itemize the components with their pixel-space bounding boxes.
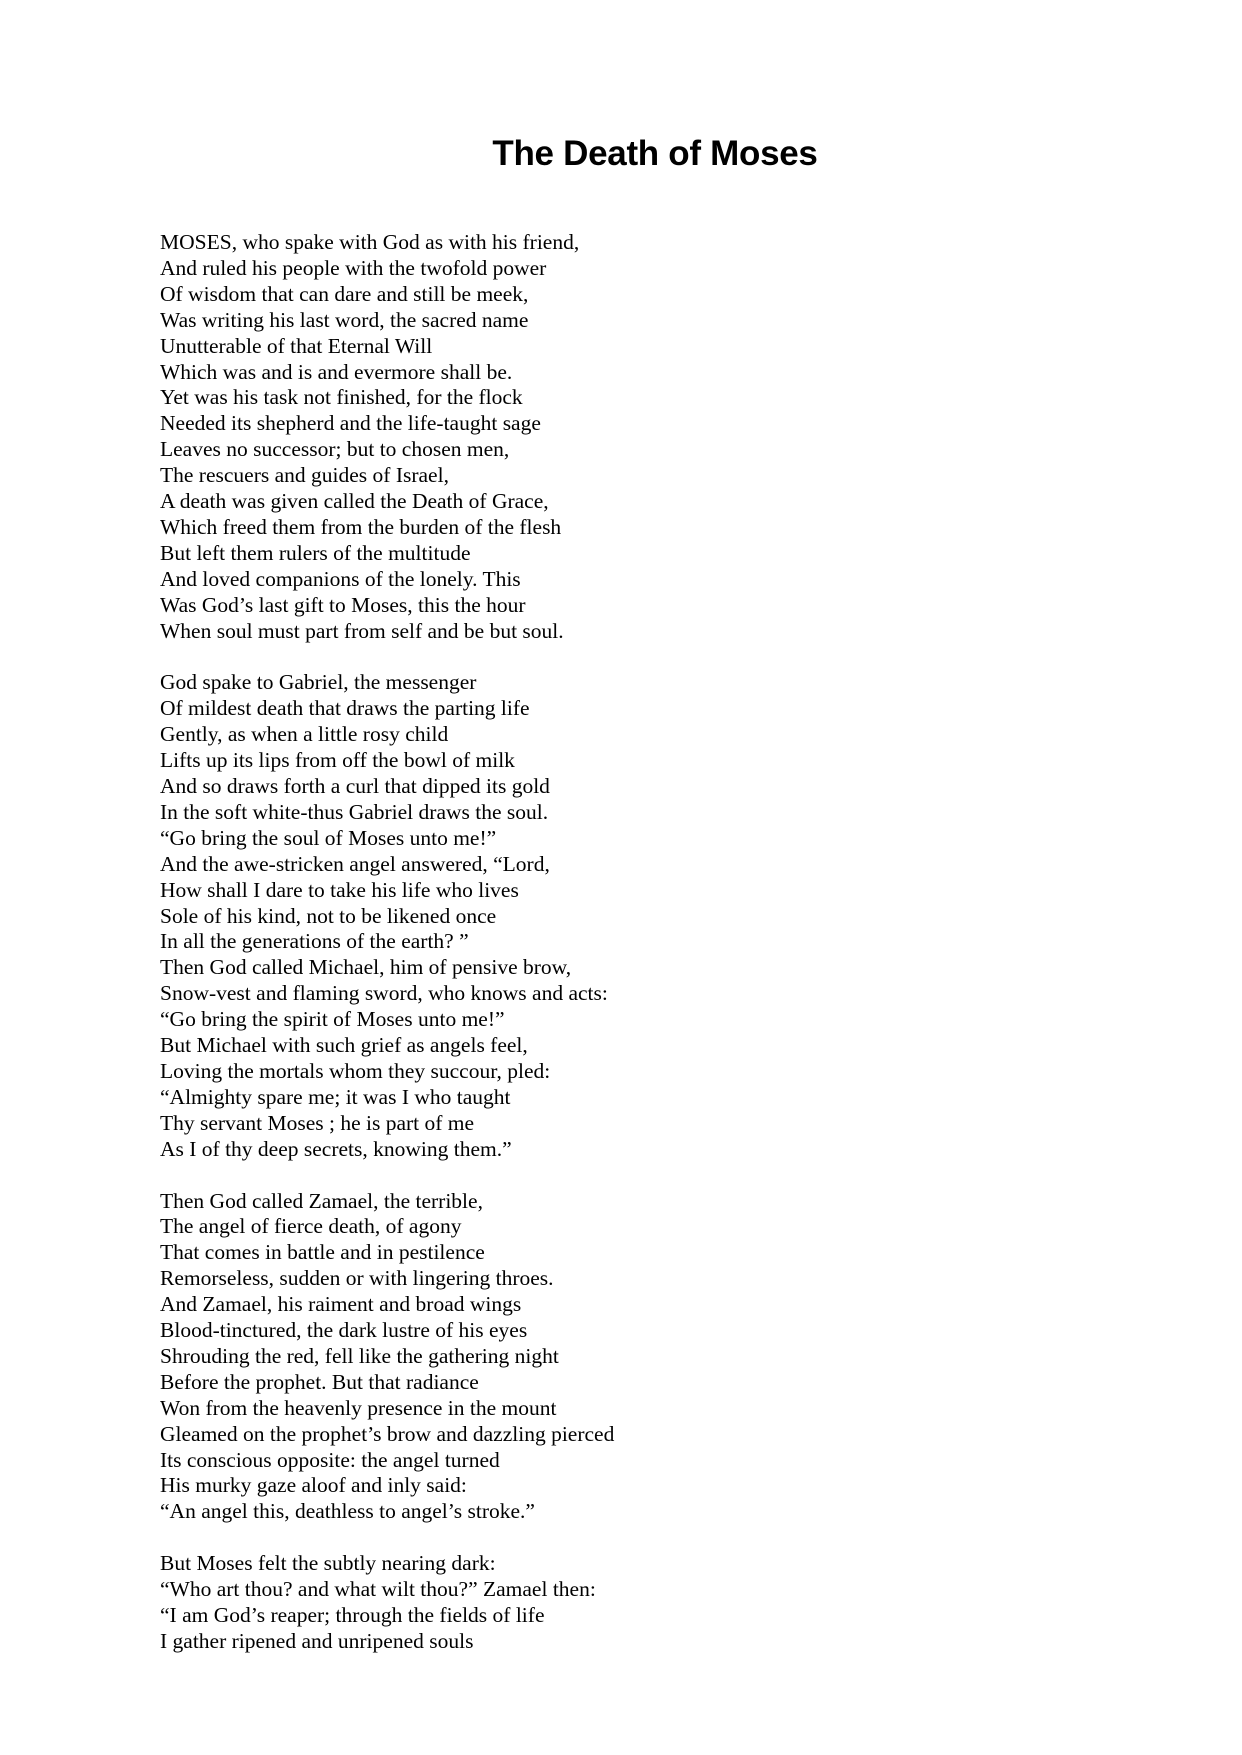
poem-line: And the awe-stricken angel answered, “Lord,: [160, 851, 550, 876]
poem-line: Was God’s last gift to Moses, this the hour: [160, 592, 526, 617]
poem-line: MOSES, who spake with God as with his friend,: [160, 230, 580, 254]
stanza-1: [160, 230, 1160, 645]
poem-line: But Moses felt the subtly nearing dark:: [160, 1551, 496, 1576]
poem-line: Snow-vest and flaming sword, who knows and acts:: [160, 981, 608, 1006]
poem-line: Was writing his last word, the sacred name: [160, 307, 529, 332]
poem-line: Won from the heavenly presence in the mount: [160, 1395, 557, 1420]
poem-line: Blood-tinctured, the dark lustre of his eyes: [160, 1318, 528, 1343]
poem-line: “I am God’s reaper; through the fields of life: [160, 1602, 545, 1627]
poem-line: And loved companions of the lonely. This: [160, 566, 521, 591]
poem-line: Remorseless, sudden or with lingering throes.: [160, 1266, 554, 1291]
poem-line: Then God called Michael, him of pensive brow,: [160, 955, 572, 980]
poem-line: Shrouding the red, fell like the gathering night: [160, 1343, 559, 1368]
stanza-4: [160, 1551, 1160, 1655]
poem-line: But left them rulers of the multitude: [160, 540, 471, 565]
stanza-2: [160, 670, 1160, 1162]
poem-line: Unutterable of that Eternal Will: [160, 333, 433, 358]
poem-line: How shall I dare to take his life who lives: [160, 877, 519, 902]
poem-line: Sole of his kind, not to be likened once: [160, 903, 497, 928]
poem-line: Then God called Zamael, the terrible,: [160, 1188, 483, 1213]
poem-line: Thy servant Moses ; he is part of me: [160, 1110, 475, 1135]
poem-line: Its conscious opposite: the angel turned: [160, 1447, 500, 1472]
poem-line: When soul must part from self and be but soul.: [160, 618, 564, 643]
poem-line: “Almighty spare me; it was I who taught: [160, 1084, 511, 1109]
poem-line: I gather ripened and unripened souls: [160, 1628, 474, 1653]
poem-line: “Go bring the soul of Moses unto me!”: [160, 825, 497, 850]
poem-line: “An angel this, deathless to angel’s stroke.”: [160, 1499, 535, 1524]
poem-line: That comes in battle and in pestilence: [160, 1240, 485, 1265]
poem-line: Lifts up its lips from off the bowl of milk: [160, 748, 515, 773]
poem-line: “Who art thou? and what wilt thou?” Zamael then:: [160, 1577, 596, 1602]
poem-line: Leaves no successor; but to chosen men,: [160, 437, 510, 462]
poem-line: Before the prophet. But that radiance: [160, 1369, 479, 1394]
poem-line: God spake to Gabriel, the messenger: [160, 670, 477, 695]
poem-line: Of wisdom that can dare and still be meek,: [160, 281, 529, 306]
poem-line: Gleamed on the prophet’s brow and dazzling pierced: [160, 1421, 615, 1446]
poem-line: The angel of fierce death, of agony: [160, 1214, 462, 1239]
poem-line: Yet was his task not finished, for the flock: [160, 385, 523, 410]
poem-line: Needed its shepherd and the life-taught sage: [160, 411, 541, 436]
poem-body: [160, 230, 1160, 1681]
poem-line: In the soft white-thus Gabriel draws the soul.: [160, 799, 549, 824]
poem-line: But Michael with such grief as angels feel,: [160, 1033, 528, 1058]
poem-line: Which freed them from the burden of the flesh: [160, 514, 562, 539]
poem-line: And so draws forth a curl that dipped its gold: [160, 774, 550, 799]
poem-line: And ruled his people with the twofold power: [160, 255, 547, 280]
stanza-3: [160, 1189, 1160, 1526]
poem-line: And Zamael, his raiment and broad wings: [160, 1292, 522, 1317]
poem-line: A death was given called the Death of Grace,: [160, 489, 549, 514]
poem-line: Of mildest death that draws the parting life: [160, 696, 530, 721]
poem-line: His murky gaze aloof and inly said:: [160, 1473, 467, 1498]
poem-line: In all the generations of the earth? ”: [160, 929, 469, 954]
poem-line: Which was and is and evermore shall be.: [160, 359, 513, 384]
poem-line: Gently, as when a little rosy child: [160, 722, 449, 747]
poem-line: Loving the mortals whom they succour, pled:: [160, 1058, 551, 1083]
poem-line: As I of thy deep secrets, knowing them.”: [160, 1136, 512, 1161]
poem-line: The rescuers and guides of Israel,: [160, 463, 449, 488]
poem-title: The Death of Moses: [492, 134, 818, 173]
poem-line: “Go bring the spirit of Moses unto me!”: [160, 1007, 505, 1032]
